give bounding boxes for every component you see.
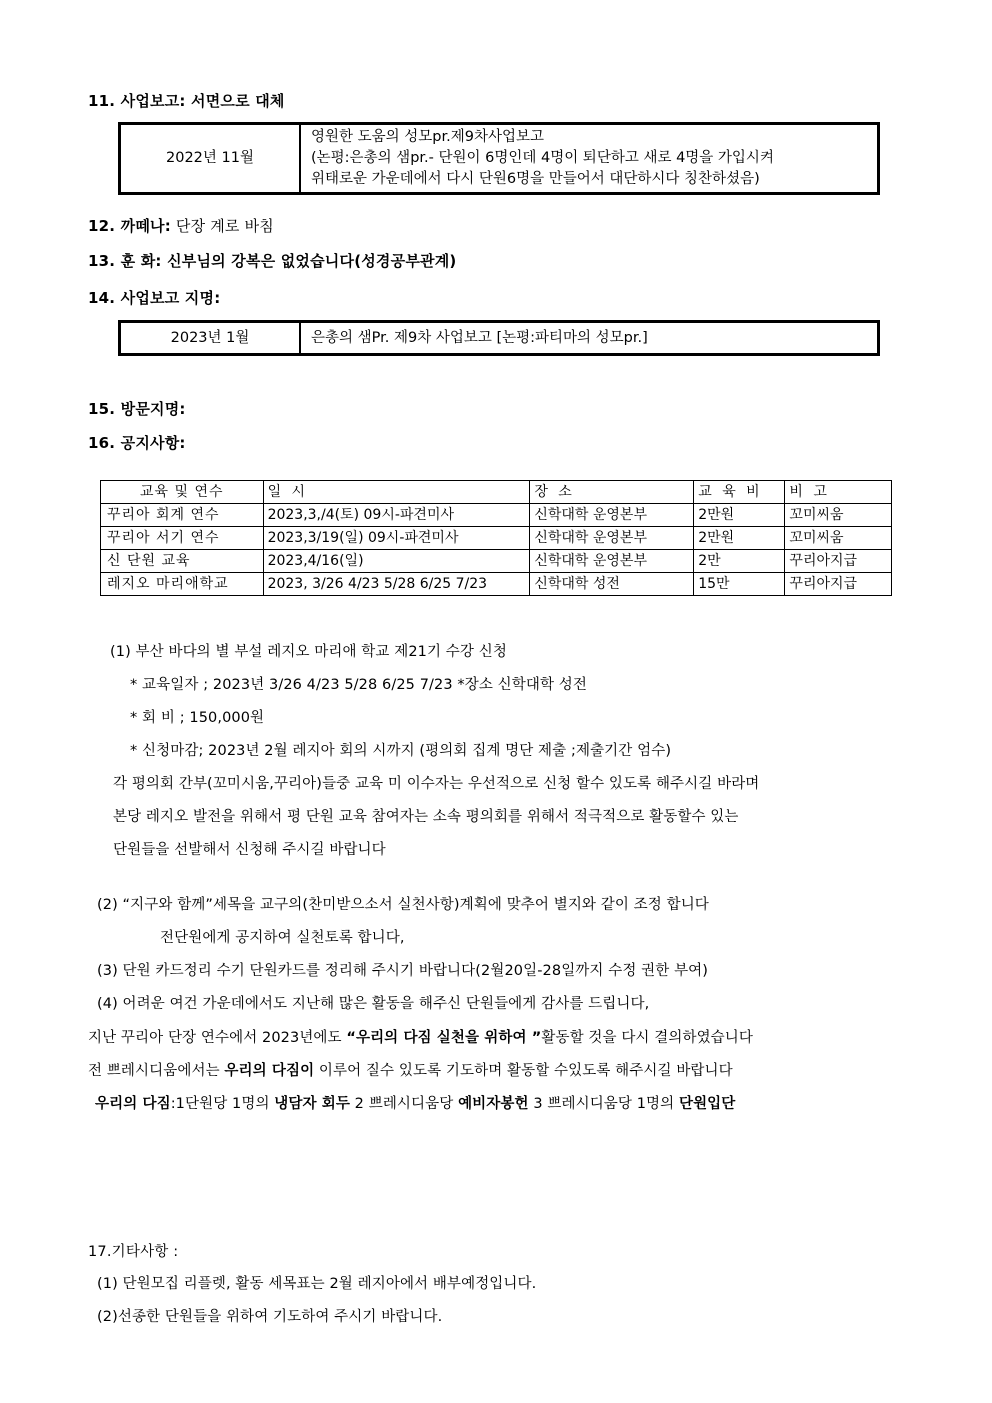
cell-datetime: 2023,3/19(일) 09시-파견미사 [263,527,530,550]
section-label-16: 공지사항: [120,434,186,452]
resolution-line-1-part-a: 지난 꾸리아 단장 연수에서 2023년에도 [88,1030,347,1046]
section-heading-13 [88,250,456,271]
table-row [101,527,892,550]
cell-datetime: 2023,3,/4(토) 09시-파견미사 [263,504,530,527]
section-number-15: 15. [88,400,116,418]
section-rest-13: 신부님의 강복은 없었습니다(성경공부관계) [161,252,457,270]
pledge-line [95,1092,735,1113]
section-heading-16 [88,432,186,453]
section-rest-12: 단장 계로 바침 [170,217,274,235]
cell-fee: 2만원 [694,527,785,550]
notice-item-1-title: (1) 부산 바다의 별 부설 레지오 마리애 학교 제21기 수강 신청 [110,644,507,660]
cell-remarks: 꼬미씨움 [785,504,892,527]
section-heading-14 [88,287,220,308]
table-row [120,322,879,355]
report-content-nov [300,124,879,194]
report-content-jan: 은총의 샘Pr. 제9차 사업보고 [논평:파티마의 성모pr.] [300,322,879,355]
notice-item-1-paragraph-line-2: 본당 레지오 발전을 위해서 평 단원 교육 참여자는 소속 평의회를 위해서 적극적으로 활동할수 있는 [113,809,739,825]
pledge-item-2: 예비자봉헌 [458,1096,529,1112]
section-heading-15 [88,398,186,419]
cell-program: 꾸리아 서기 연수 [101,527,264,550]
table-header-row [101,481,892,504]
notice-item-1-paragraph-line-1: 각 평의회 간부(꼬미시움,꾸리아)들중 교육 미 이수자는 우선적으로 신청 할수 있도록 해주시길 바라며 [113,776,760,792]
cell-program: 신 단원 교육 [101,550,264,573]
report-line-1: 영원한 도움의 성모pr.제9차사업보고 [311,129,544,145]
cell-program: 레지오 마리애학교 [101,573,264,596]
table-row [101,573,892,596]
report-period-nov: 2022년 11월 [120,124,301,194]
notice-item-1-bullet-3: * 신청마감; 2023년 2월 레지아 회의 시까지 (평의회 집계 명단 제출 ;제출기간 엄수) [130,743,672,759]
section-heading-11 [88,90,285,111]
resolution-line-2-emphasis: 우리의 다짐이 [224,1063,315,1079]
section-number-11: 11. [88,92,116,110]
notice-item-1-bullet-1: * 교육일자 ; 2023년 3/26 4/23 5/28 6/25 7/23 *장소 신학대학 성전 [130,677,587,693]
report-table-january [118,320,880,356]
section-number-13: 13. [88,252,116,270]
pledge-item-1: 냉담자 회두 [274,1096,350,1112]
table-row [101,550,892,573]
report-period-jan: 2023년 1월 [120,322,301,355]
header-datetime: 일 시 [263,481,530,504]
other-item-2: (2)선종한 단원들을 위하여 기도하여 주시기 바랍니다. [97,1309,443,1325]
cell-datetime: 2023,4/16(일) [263,550,530,573]
cell-remarks: 꾸리아지급 [785,573,892,596]
header-location: 장 소 [530,481,694,504]
cell-fee: 15만 [694,573,785,596]
section-rest-11: 서면으로 대체 [185,92,285,110]
section-label-15: 방문지명: [120,400,186,418]
cell-datetime: 2023, 3/26 4/23 5/28 6/25 7/23 [263,573,530,596]
pledge-item-3: 단원입단 [678,1096,736,1112]
notice-item-2-line-2: 전단원에게 공지하여 실천토록 합니다, [160,930,405,946]
section-label-13: 훈 화: [120,252,162,270]
cell-program: 꾸리아 회계 연수 [101,504,264,527]
notice-item-1-paragraph-line-3: 단원들을 선발해서 신청해 주시길 바랍니다 [113,842,386,858]
resolution-line-2-part-a: 전 쁘레시디움에서는 [88,1063,225,1079]
section-number-16: 16. [88,434,116,452]
report-line-3: 위태로운 가운데에서 다시 단원6명을 만들어서 대단하시다 칭찬하셨음) [311,171,760,187]
training-schedule-table [100,480,892,596]
section-label-17: 기타사항 : [111,1244,179,1260]
section-label-14: 사업보고 지명: [120,289,221,307]
section-label-11: 사업보고: [120,92,186,110]
header-remarks: 비 고 [785,481,892,504]
resolution-line-1-part-c: 활동할 것을 다시 결의하였습니다 [541,1030,753,1046]
cell-location: 신학대학 운영본부 [530,550,694,573]
section-heading-12 [88,215,274,236]
pledge-part-b: :1단원당 1명의 [170,1096,275,1112]
pledge-title: 우리의 다짐 [95,1096,171,1112]
cell-fee: 2만원 [694,504,785,527]
header-fee: 교 육 비 [694,481,785,504]
section-heading-17 [88,1240,178,1261]
header-program: 교육 및 연수 [101,481,264,504]
section-number-14: 14. [88,289,116,307]
notice-item-2-line-1: (2) “지구와 함께”세목을 교구의(찬미받으소서 실천사항)계획에 맞추어 별지와 같이 조정 합니다 [97,897,709,913]
cell-remarks: 꾸리아지급 [785,550,892,573]
cell-remarks: 꼬미씨움 [785,527,892,550]
resolution-line-2 [88,1059,733,1080]
cell-location: 신학대학 운영본부 [530,527,694,550]
resolution-line-1-emphasis: “우리의 다짐 실천을 위하여 ” [346,1030,542,1046]
other-item-1: (1) 단원모집 리플렛, 활동 세목표는 2월 레지아에서 배부예정입니다. [97,1276,537,1292]
report-table-november [118,122,880,195]
section-label-12: 까떼나: [120,217,171,235]
notice-item-1-bullet-2: * 회 비 ; 150,000원 [130,710,265,726]
resolution-line-1 [88,1026,753,1047]
table-row [120,124,879,194]
cell-location: 신학대학 성전 [530,573,694,596]
notice-item-4: (4) 어려운 여건 가운데에서도 지난해 많은 활동을 해주신 단원들에게 감사를 드립니다, [97,996,650,1012]
cell-fee: 2만 [694,550,785,573]
notice-item-3: (3) 단원 카드정리 수기 단원카드를 정리해 주시기 바랍니다(2월20일-28일까지 수정 권한 부여) [97,963,709,979]
report-line-2: (논평:은총의 샘pr.- 단원이 6명인데 4명이 퇴단하고 새로 4명을 가입시켜 [311,150,774,166]
cell-location: 신학대학 운영본부 [530,504,694,527]
pledge-part-d: 2 쁘레시디움당 [349,1096,459,1112]
resolution-line-2-part-c: 이루어 질수 있도록 기도하며 활동할 수있도록 해주시길 바랍니다 [314,1063,733,1079]
section-number-12: 12. [88,217,116,235]
table-row [101,504,892,527]
section-number-17: 17. [88,1244,112,1260]
pledge-part-f: 3 쁘레시디움당 1명의 [528,1096,679,1112]
